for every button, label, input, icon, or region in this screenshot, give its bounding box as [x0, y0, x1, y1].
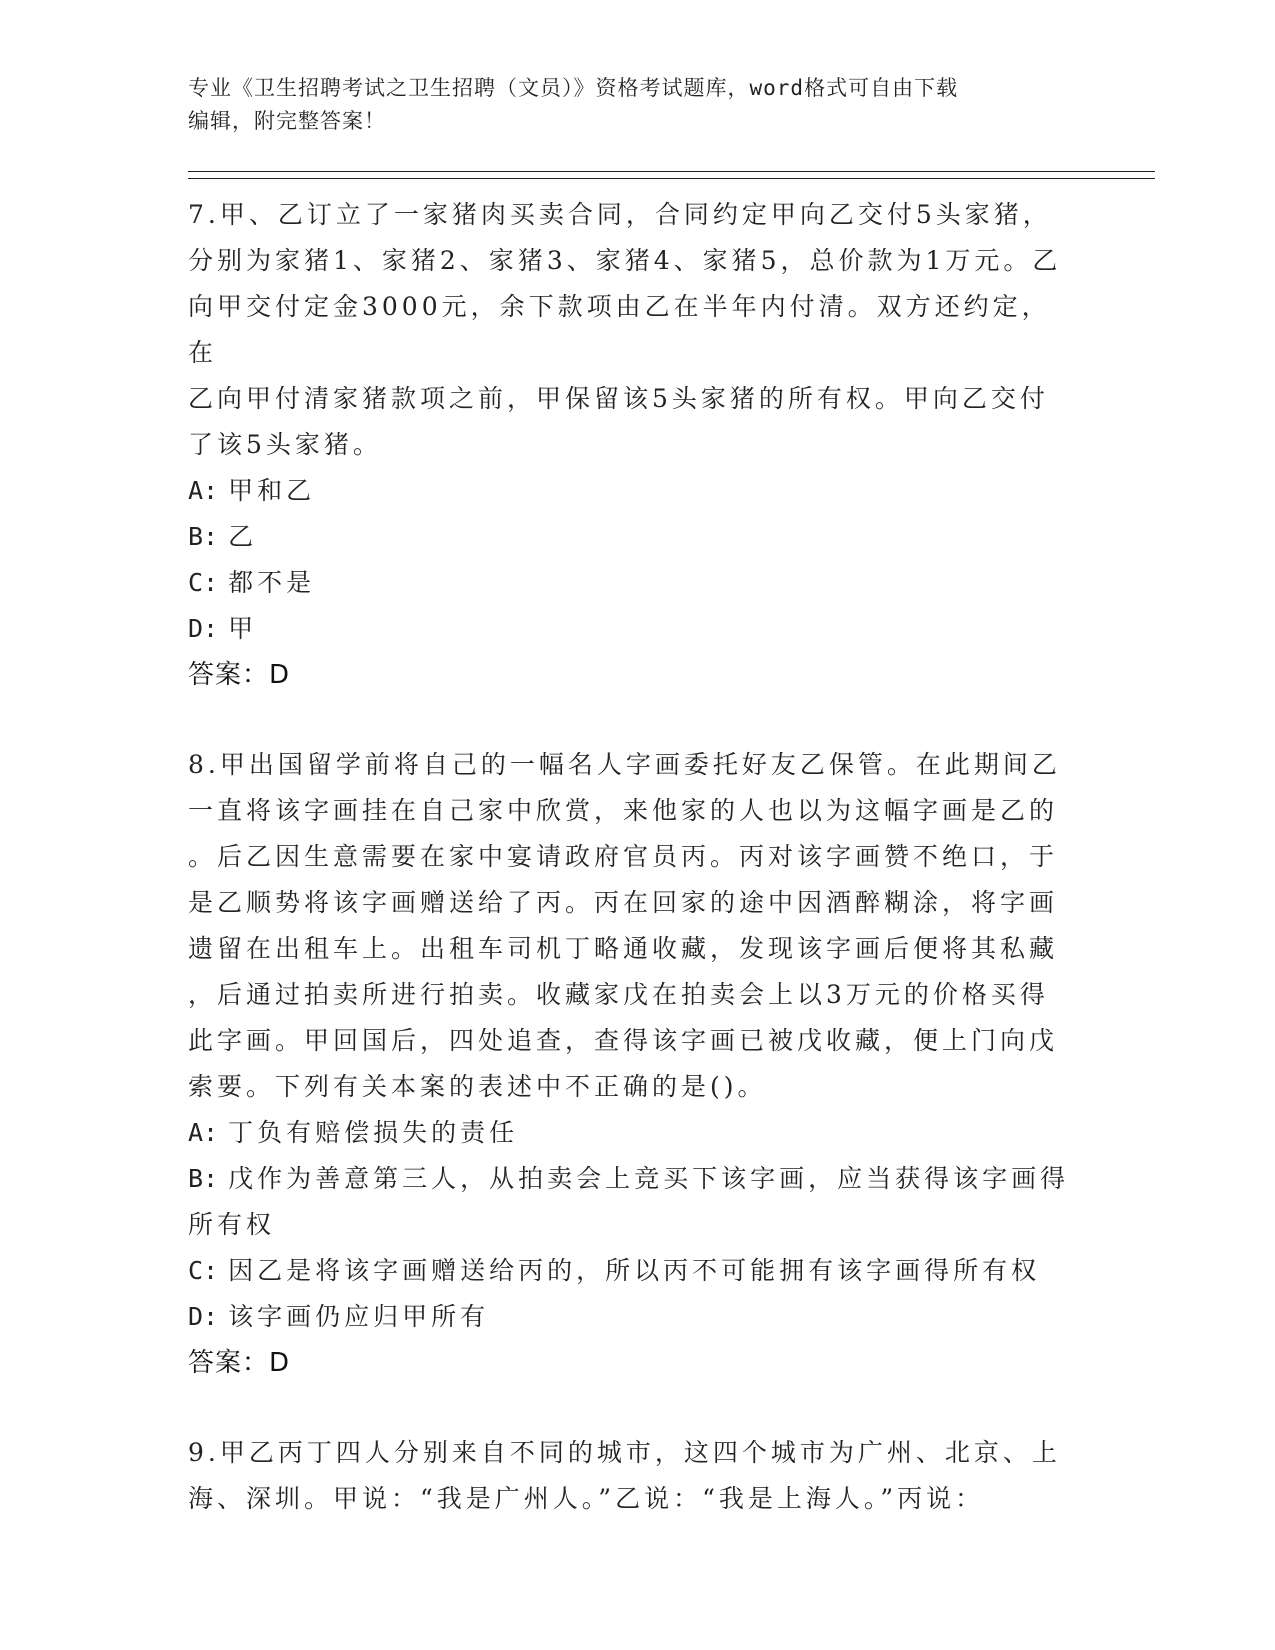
- question-list: [188, 192, 1078, 1566]
- question-line: 分别为家猪1、家猪2、家猪3、家猪4、家猪5，总价款为1万元。乙: [188, 246, 1062, 275]
- option-b: [188, 514, 1078, 560]
- option-b-continuation: 所有权: [188, 1210, 276, 1239]
- question-line: 了该5头家猪。: [188, 430, 382, 459]
- option-d: [188, 606, 1078, 652]
- option-letter: B:: [188, 522, 219, 551]
- option-text: 戊作为善意第三人，从拍卖会上竞买下该字画，应当获得该字画得: [228, 1164, 1070, 1193]
- option-text: 甲和乙: [228, 476, 316, 505]
- question-line: 一直将该字画挂在自己家中欣赏，来他家的人也以为这幅字画是乙的: [188, 796, 1059, 825]
- question-line: 向甲交付定金3000元，余下款项由乙在半年内付清。双方还约定，在: [188, 292, 1051, 367]
- header-rule-bottom: [188, 178, 1155, 179]
- question-line: 索要。下列有关本案的表述中不正确的是()。: [188, 1072, 767, 1101]
- option-letter: A:: [188, 1118, 219, 1147]
- option-letter: B:: [188, 1164, 219, 1193]
- option-letter: C:: [188, 1256, 219, 1285]
- option-letter: C:: [188, 568, 219, 597]
- option-text: 甲: [228, 614, 258, 643]
- option-letter: D:: [188, 1302, 219, 1331]
- question-line: ，后通过拍卖所进行拍卖。收藏家戊在拍卖会上以3万元的价格买得: [188, 980, 1049, 1009]
- document-header: [188, 72, 1088, 138]
- header-rule-top: [188, 171, 1155, 172]
- question-line: 遗留在出租车上。出租车司机丁略通收藏，发现该字画后便将其私藏: [188, 934, 1059, 963]
- option-a: [188, 468, 1078, 514]
- option-c: [188, 560, 1078, 606]
- option-text: 都不是: [228, 568, 316, 597]
- question-line: 是乙顺势将该字画赠送给了丙。丙在回家的途中因酒醉糊涂，将字画: [188, 888, 1059, 917]
- answer-line: 答案：D: [188, 1348, 291, 1378]
- question-line: 此字画。甲回国后，四处追查，查得该字画已被戊收藏，便上门向戊: [188, 1026, 1059, 1055]
- option-letter: D:: [188, 614, 219, 643]
- question-text: [188, 192, 1078, 468]
- option-d: [188, 1294, 1078, 1340]
- option-text: 因乙是将该字画赠送给丙的，所以丙不可能拥有该字画得所有权: [228, 1256, 1041, 1285]
- option-b: [188, 1156, 1078, 1202]
- option-c: [188, 1248, 1078, 1294]
- question-line: 8.甲出国留学前将自己的一幅名人字画委托好友乙保管。在此期间乙: [188, 750, 1061, 779]
- option-text: 该字画仍应归甲所有: [228, 1302, 490, 1331]
- question-9: [188, 1430, 1078, 1522]
- option-letter: A:: [188, 476, 219, 505]
- question-line: 乙向甲付清家猪款项之前，甲保留该5头家猪的所有权。甲向乙交付: [188, 384, 1049, 413]
- option-text: 丁负有赔偿损失的责任: [228, 1118, 519, 1147]
- header-line-2: 编辑，附完整答案！: [188, 109, 386, 133]
- question-line: 7.甲、乙订立了一家猪肉买卖合同，合同约定甲向乙交付5头家猪，: [188, 200, 1052, 229]
- header-line-1: 专业《卫生招聘考试之卫生招聘（文员）》资格考试题库，word格式可自由下载: [188, 76, 959, 100]
- question-7: [188, 192, 1078, 698]
- question-line: 。后乙因生意需要在家中宴请政府官员丙。丙对该字画赞不绝口，于: [188, 842, 1059, 871]
- option-text: 乙: [228, 522, 258, 551]
- answer-line: 答案：D: [188, 660, 291, 690]
- question-text: [188, 742, 1078, 1110]
- question-8: [188, 742, 1078, 1386]
- question-text: [188, 1430, 1078, 1522]
- option-a: [188, 1110, 1078, 1156]
- question-line: 9.甲乙丙丁四人分别来自不同的城市，这四个城市为广州、北京、上: [188, 1438, 1061, 1467]
- question-line: 海、深圳。甲说：“我是广州人。”乙说：“我是上海人。”丙说：: [188, 1484, 985, 1513]
